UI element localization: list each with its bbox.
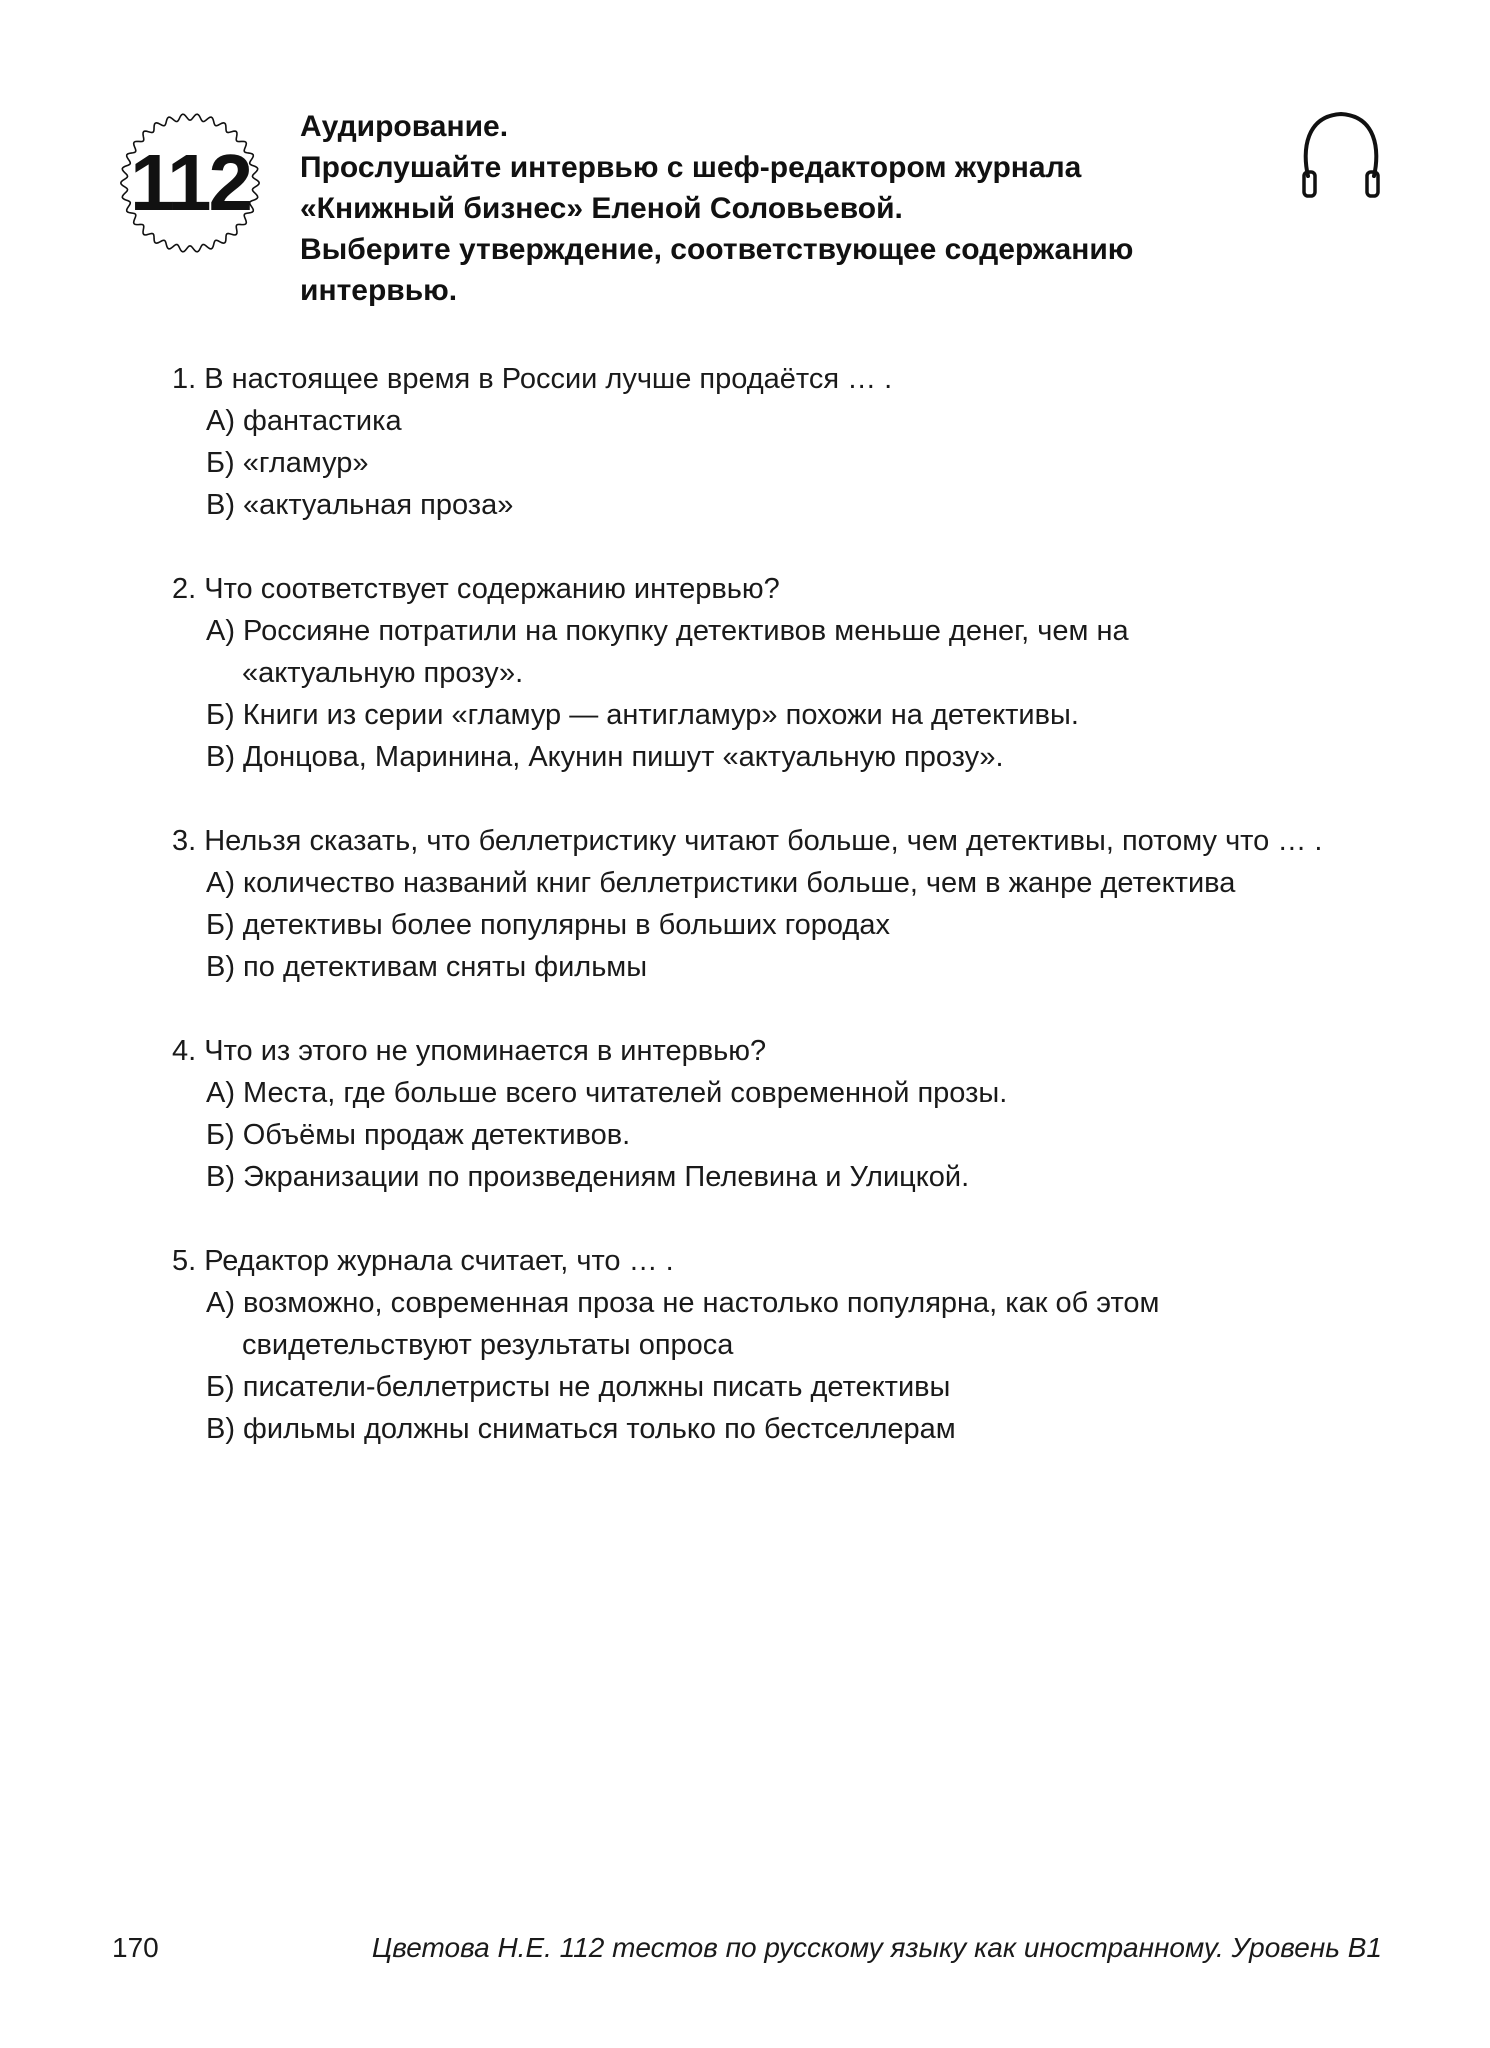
task-instructions [300,106,1260,311]
question-stem: 3. Нельзя сказать, что беллетристику читают больше, чем детективы, потому что … . [172,825,1323,857]
answer-option [112,1282,1382,1366]
answer-option [112,610,1382,694]
answer-option-text: А) Россияне потратили на покупку детективов меньше денег, чем на [206,615,1129,647]
task-number-badge [115,108,265,258]
page-number: 170 [112,1932,159,1963]
answer-option: В) Экранизации по произведениям Пелевина и Улицкой. [206,1161,970,1193]
answer-option-text: А) возможно, современная проза не настолько популярна, как об этом [206,1287,1160,1319]
task-number: 112 [129,138,251,227]
answer-option-continuation: свидетельствуют результаты опроса [242,1329,734,1361]
question-4 [112,1030,1382,1198]
question-stem: 5. Редактор журнала считает, что … . [172,1245,674,1277]
instruction-line: интервью. [300,274,458,307]
answer-option: Б) Объёмы продаж детективов. [206,1119,631,1151]
answer-option: А) фантастика [206,405,402,437]
instruction-line: Выберите утверждение, соответствующее содержанию [300,233,1134,266]
answer-option: Б) «гламур» [206,447,369,479]
question-stem: 4. Что из этого не упоминается в интервью? [172,1035,767,1067]
answer-option: В) Донцова, Маринина, Акунин пишут «актуальную прозу». [206,741,1004,773]
instruction-line: «Книжный бизнес» Еленой Соловьевой. [300,192,903,225]
answer-option: Б) писатели-беллетристы не должны писать детективы [206,1371,951,1403]
headphones-icon [1298,110,1384,202]
answer-option: В) по детективам сняты фильмы [206,951,648,983]
book-credit: Цветова Н.Е. 112 тестов по русскому языку как иностранному. Уровень В1 [371,1932,1382,1963]
page-footer [112,1932,1382,1972]
answer-option: Б) Книги из серии «гламур — антигламур» похожи на детективы. [206,699,1079,731]
question-2 [112,568,1382,778]
question-3 [112,820,1382,988]
question-list [112,358,1382,1492]
question-stem: 1. В настоящее время в России лучше продаётся … . [172,363,893,395]
question-1 [112,358,1382,526]
answer-option: А) количество названий книг беллетристики больше, чем в жанре детектива [206,867,1236,899]
question-stem: 2. Что соответствует содержанию интервью? [172,573,780,605]
answer-option: В) фильмы должны сниматься только по бестселлерам [206,1413,956,1445]
instruction-line: Аудирование. [300,110,509,143]
answer-option: А) Места, где больше всего читателей современной прозы. [206,1077,1008,1109]
question-5 [112,1240,1382,1450]
answer-option: Б) детективы более популярны в больших городах [206,909,890,941]
answer-option: В) «актуальная проза» [206,489,514,521]
instruction-line: Прослушайте интервью с шеф-редактором журнала [300,151,1082,184]
answer-option-continuation: «актуальную прозу». [242,657,524,689]
